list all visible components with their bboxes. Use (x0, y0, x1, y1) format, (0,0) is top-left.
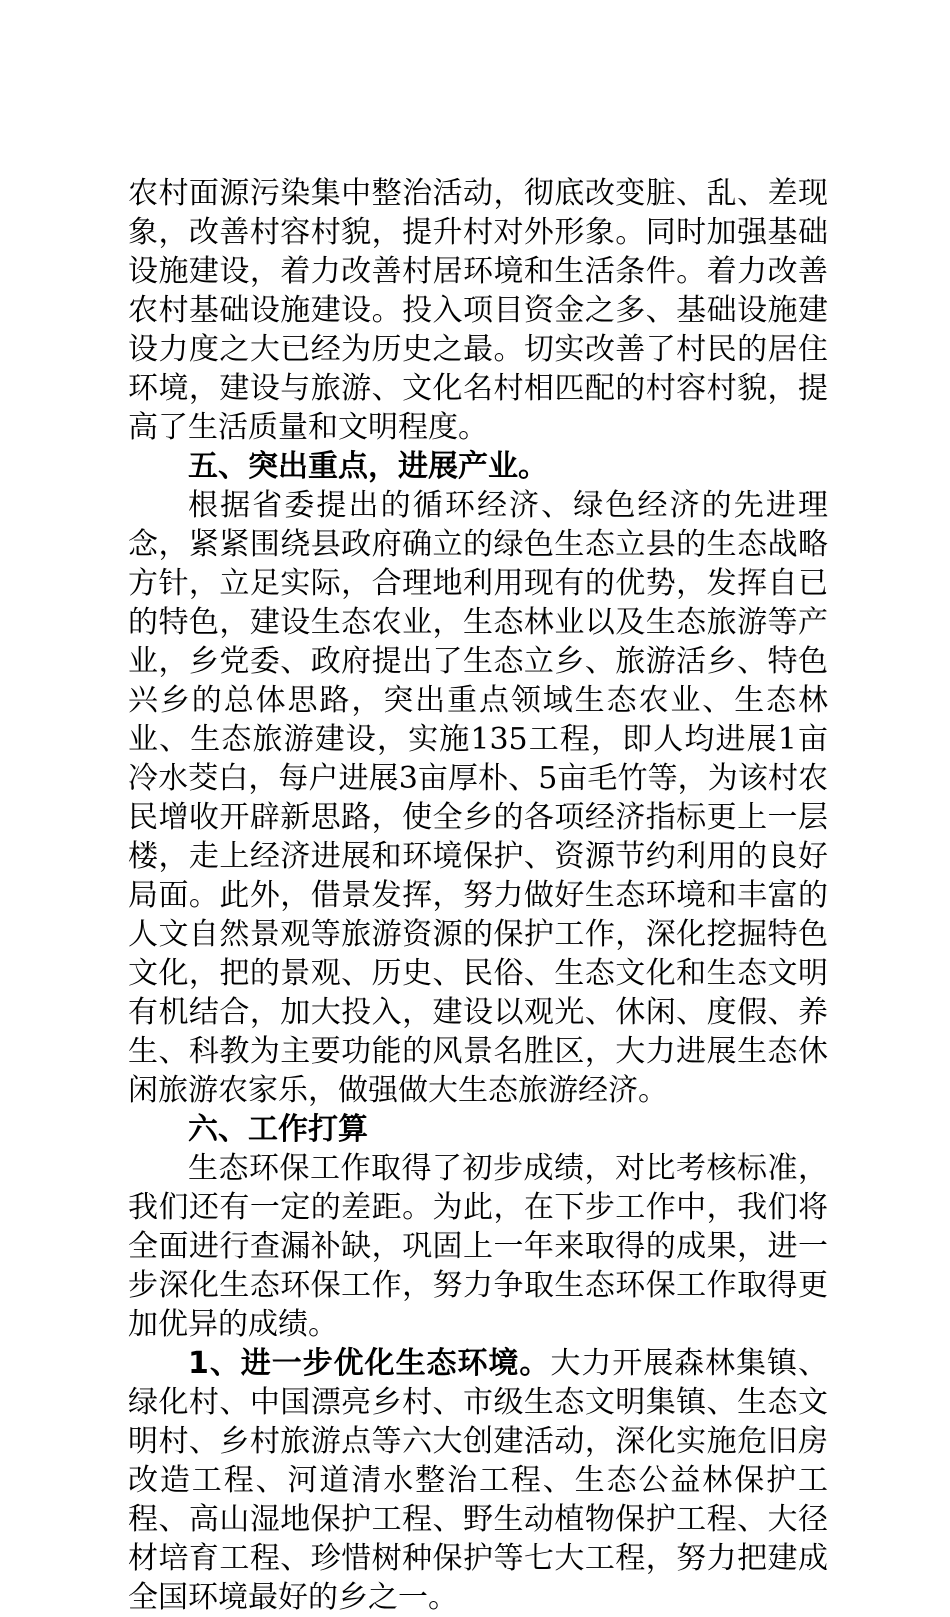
item-one-lead: 1、进一步优化生态环境。 (188, 1346, 551, 1381)
paragraph-industry-development: 根据省委提出的循环经济、绿色经济的先进理念，紧紧围绕县政府确立的绿色生态立县的生态战略方针，立足实际，合理地利用现有的优势，发挥自已的特色，建设生态农业，生态林业以及生态旅游等产业，乡党委、政府提出了生态立乡、旅游活乡、特色兴乡的总体思路，突出重点领域生态农业、生态林业、生态旅游建设，实施135工程，即人均进展1亩冷水茭白，每户进展3亩厚朴、5亩毛竹等，为该村农民增收开辟新思路，使全乡的各项经济指标更上一层楼，走上经济进展和环境保护、资源节约利用的良好局面。此外，借景发挥，努力做好生态环境和丰富的人文自然景观等旅游资源的保护工作，深化挖掘特色文化，把的景观、历史、民俗、生态文化和生态文明有机结合，加大投入，建设以观光、休闲、度假、养生、科教为主要功能的风景名胜区，大力进展生态休闲旅游农家乐，做强做大生态旅游经济。 (128, 488, 828, 1108)
section-heading-six: 六、工作打算 (188, 1112, 368, 1147)
paragraph-work-plan: 生态环保工作取得了初步成绩，对比考核标准，我们还有一定的差距。为此，在下步工作中，我们将全面进行查漏补缺，巩固上一年来取得的成果，进一步深化生态环保工作，努力争取生态环保工作取得更加优异的成绩。 (128, 1151, 828, 1342)
paragraph-item-one (128, 1344, 828, 1617)
paragraph-village-environment: 农村面源污染集中整治活动，彻底改变脏、乱、差现象，改善村容村貌，提升村对外形象。同时加强基础设施建设，着力改善村居环境和生活条件。着力改善农村基础设施建设。投入项目资金之多、基础设施建设力度之大已经为历史之最。切实改善了村民的居住环境，建设与旅游、文化名村相匹配的村容村貌，提高了生活质量和文明程度。 (128, 176, 828, 445)
item-one-body: 大力开展森林集镇、绿化村、中国漂亮乡村、市级生态文明集镇、生态文明村、乡村旅游点等六大创建活动，深化实施危旧房改造工程、河道清水整治工程、生态公益林保护工程、高山湿地保护工程、野生动植物保护工程、大径材培育工程、珍惜树种保护等七大工程，努力把建成全国环境最好的乡之一。 (128, 1346, 829, 1615)
section-heading-five: 五、突出重点，进展产业。 (188, 449, 548, 484)
document-page (128, 174, 828, 1617)
